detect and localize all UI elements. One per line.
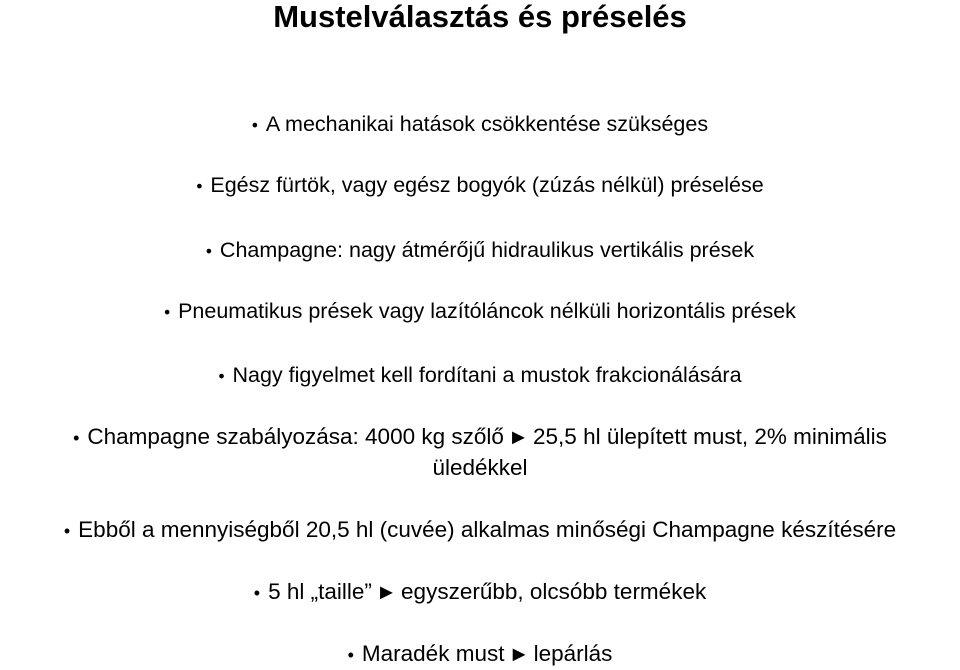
bullet-dot: • — [253, 583, 261, 603]
slide-title: Mustelválasztás és préselés — [273, 0, 687, 34]
bullet-text-continued: üledékkel — [432, 455, 528, 480]
bullet-text: Pneumatikus prések vagy lazítóláncok nélküli horizontális prések — [178, 299, 796, 323]
arrow-icon: ► — [375, 580, 398, 604]
bullet-text: A mechanikai hatások csökkentése szükséges — [265, 112, 709, 136]
bullet-whole-bunches — [0, 170, 960, 201]
bullet-text-before: Champagne szabályozása: 4000 kg szőlő — [87, 424, 504, 449]
bullet-dot: • — [218, 366, 225, 386]
bullet-champagne-press — [0, 235, 960, 266]
arrow-icon: ► — [507, 425, 530, 449]
bullet-text: Ebből a mennyiségből 20,5 hl (cuvée) alkalmas minőségi Champagne készítésére — [78, 517, 897, 542]
bullet-text: Egész fürtök, vagy egész bogyók (zúzás nélkül) préselése — [210, 173, 764, 197]
bullet-text: Nagy figyelmet kell fordítani a mustok frakcionálására — [232, 363, 742, 387]
bullet-text-before: 5 hl „taille” — [268, 579, 372, 604]
bullet-remaining-must — [0, 639, 960, 670]
bullet-champagne-regulation — [0, 422, 960, 453]
bullet-fractionation — [0, 360, 960, 391]
bullet-dot: • — [73, 428, 80, 448]
bullet-dot: • — [205, 241, 212, 261]
bullet-mechanical-effects — [0, 109, 960, 140]
arrow-icon: ► — [508, 642, 530, 666]
bullet-text-after: 25,5 hl ülepített must, 2% minimális — [533, 424, 887, 449]
bullet-pneumatic-press — [0, 296, 960, 327]
bullet-text-after: lepárlás — [533, 641, 613, 666]
bullet-dot: • — [251, 115, 258, 135]
bullet-cuvee — [0, 515, 960, 546]
bullet-dot: • — [63, 521, 71, 541]
bullet-text-before: Maradék must — [361, 641, 505, 666]
bullet-text: Champagne: nagy átmérőjű hidraulikus vertikális prések — [219, 238, 755, 262]
bullet-taille — [0, 577, 960, 608]
bullet-dot: • — [164, 302, 171, 322]
bullet-text-after: egyszerűbb, olcsóbb termékek — [401, 579, 707, 604]
bullet-dot: • — [347, 645, 354, 665]
bullet-dot: • — [196, 176, 203, 196]
bullet-champagne-regulation-line2 — [0, 453, 960, 483]
